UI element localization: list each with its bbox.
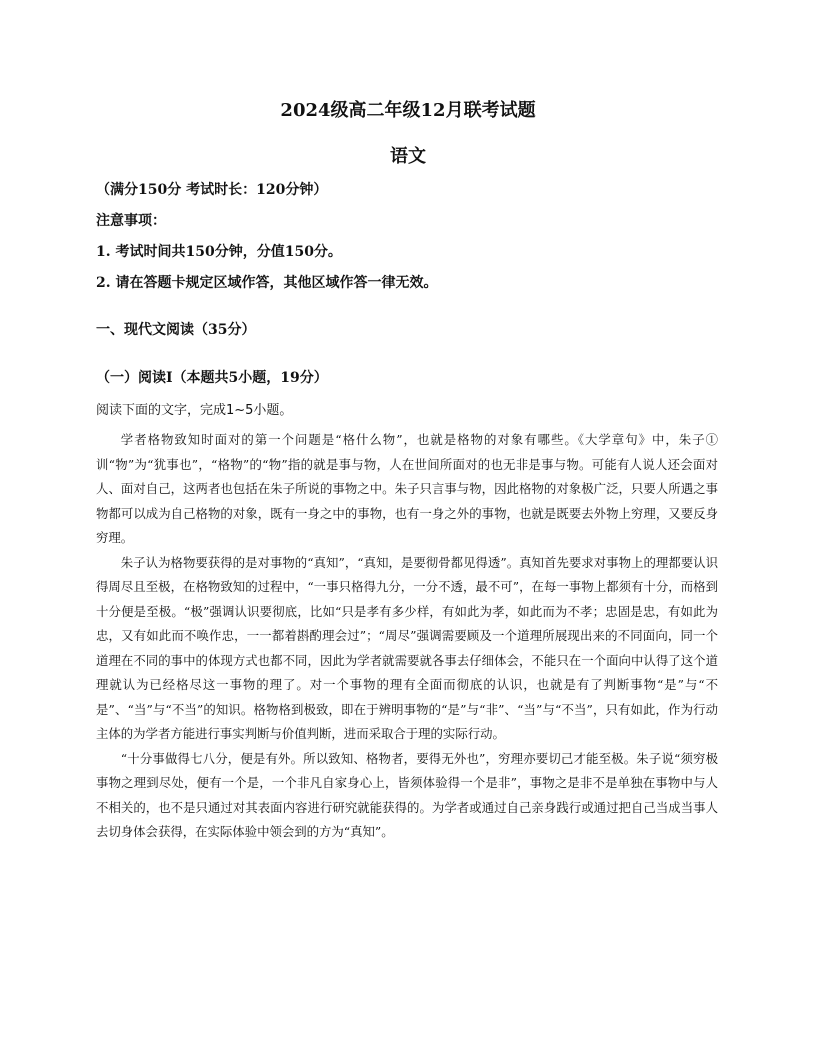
passage-paragraph-1: 学者格物致知时面对的第一个问题是“格什么物”，也就是格物的对象有哪些。《大学章句》中，朱子①训“物”为“犹事也”，“格物”的“物”指的就是事与物，人在世间所面对的也无非是事与物。可能有人说人还会面对人、面对自己，这两者也包括在朱子所说的事物之中。朱子只言事与物，因此格物的对象极广泛，只要人所遇之事物都可以成为自己格物的对象，既有一身之中的事物，也有一身之外的事物，也就是既要去外物上穷理，又要反身穷理。 — [96, 432, 718, 545]
section-title: 一、现代文阅读（35分） — [96, 322, 256, 338]
subject-title: 语文 — [390, 146, 426, 167]
note-item-2: 2. 请在答题卡规定区域作答，其他区域作答一律无效。 — [96, 275, 438, 291]
exam-title: 2024级高二年级12月联考试题 — [280, 100, 536, 121]
subsection-title: （一）阅读Ⅰ（本题共5小题，19分） — [96, 370, 328, 386]
passage-paragraph-2: 朱子认为格物要获得的是对事物的“真知”，“真知，是要彻骨都见得透”。真知首先要求对事物上的理都要认识得周尽且至极，在格物致知的过程中，“一事只格得九分，一分不透，最不可”，在每一事物上都须有十分，而格到十分便是至极。“极”强调认识要彻底，比如“只是孝有多少样，有如此为孝，如此而为不孝；忠固是忠，有如此为忠，又有如此而不唤作忠，一一都着斟酌理会过”；“周尽”强调需要顾及一个道理所展现出来的不同面向，同一个道理在不同的事中的体现方式也都不同，因此为学者就需要就各事去仔细体会，不能只在一个面向中认得了这个道理就认为已经格尽这一事物的理了。对一个事物的理有全面而彻底的认识，也就是有了判断事物“是”与“不是”、“当”与“不当”的知识。格物格到极致，即在于辨明事物的“是”与“非”、“当”与“不当”，只有如此，作为行动主体的为学者方能进行事实判断与价值判断，进而采取合于理的实际行动。 — [96, 554, 718, 741]
reading-instruction: 阅读下面的文字，完成1~5小题。 — [96, 403, 293, 418]
passage-paragraph-3: “十分事做得七八分，便是有外。所以致知、格物者，要得无外也”，穷理亦要切己才能至极。朱子说“须穷极事物之理到尽处，便有一个是，一个非凡自家身心上，皆须体验得一个是非”，事物之是非不是单独在事物中与人不相关的，也不是只通过对其表面内容进行研究就能获得的。为学者或通过自己亲身践行或通过把自己当成当事人去切身体会获得，在实际体验中领会到的方为“真知”。 — [96, 750, 718, 839]
note-item-1: 1. 考试时间共150分钟，分值150分。 — [96, 244, 342, 260]
exam-info: （满分150分 考试时长：120分钟） — [96, 182, 328, 198]
notes-heading: 注意事项： — [96, 213, 166, 229]
reading-passage — [96, 428, 718, 845]
